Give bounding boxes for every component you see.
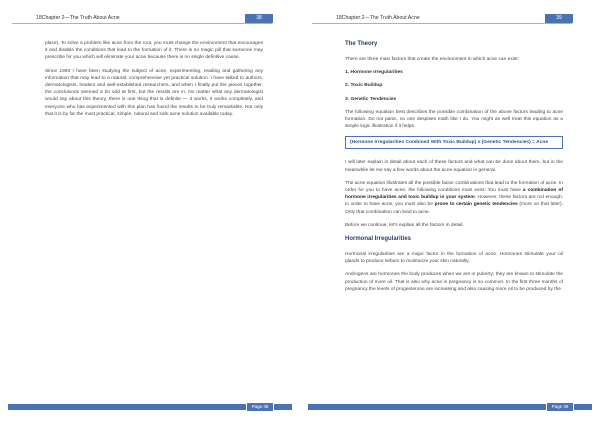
header-page-number: 38 xyxy=(245,14,273,23)
paragraph: Androgens are hormones the body produces when we are in puberty; they are known to stimulate the production of more oil. That is also why acne in pregnancy is so common. In the first three months of pregnancy the levels of progesterone are increasing and also causing more oil to be produced by the xyxy=(345,272,563,292)
text-run: The acne equation illustrates all the possible factor combinations that lead to the formation of acne. In order for you to have acne, the following conditions must exist: You must have xyxy=(345,180,563,194)
right-body-text xyxy=(345,40,563,299)
paragraph: The following equation best describes the possible combination of the above factors leading to acne formation. Do not panic, no one despises math like I do. You might as well treat this equation as a simple logic illustration if it helps. xyxy=(345,109,563,130)
paragraph: Before we continue, let's explain all the factors in detail. xyxy=(345,222,464,228)
list-item: 1. Hormone Irregularities xyxy=(345,70,403,76)
list-item: 3. Genetic Tendencies xyxy=(345,96,397,102)
chapter-title: 18Chapter 2—The Truth About Acne xyxy=(36,15,120,21)
factor-list xyxy=(345,69,563,103)
list-item: 2. Toxic Buildup xyxy=(345,83,383,89)
section-heading-theory: The Theory xyxy=(345,41,378,47)
text-run: . However, these factors are not enough. In order to have acne, you must also be xyxy=(345,195,563,208)
paragraph: I will later explain in detail about each of these factors and what can be done about them, but in the meanwhile let me say a few words about the acne equation in general. xyxy=(345,160,563,173)
emphasis: a combination of hormone irregularities and toxic buildup in your system xyxy=(345,188,563,201)
header-page-number: 39 xyxy=(545,14,573,23)
acne-equation-box: (Hormone Irregularities Combined With Toxic Buildup) x (Genetic Tendencies) = Acne xyxy=(345,136,563,149)
paragraph: Hormonal irregularities are a major factor in the formation of acne. Hormones stimulate your oil glands to produce sebum to moisturize your skin naturally. xyxy=(345,252,563,265)
paragraph xyxy=(345,180,563,216)
chapter-title: 18Chapter 2—The Truth About Acne xyxy=(336,15,420,21)
right-page xyxy=(300,0,600,424)
text-run: (more on that later). Only that combination can lead to acne. xyxy=(345,202,563,215)
left-body-text xyxy=(45,40,263,124)
page-footer xyxy=(0,402,300,412)
section-heading-hormonal: Hormonal Irregularities xyxy=(345,236,412,243)
page-footer xyxy=(300,402,600,412)
paragraph: Since 1993 I have been studying the subject of acne, experimenting, reading and gathering any information that may lead to a natural, comprehensive yet practical solution. I have talked to authors, dermatologists, healers and well-established researchers, and when I finally put the pieces together, the conclusions seemed a bit odd at first, but the results are in. No matter what any dermatologist would say about this theory, there is one thing that is definite — it works, it works completely, and everyone who has experimented with this plan has found the results to be truly remarkable. Not only that it is by far the most practical, simple, natural and safe acne solution available today. xyxy=(45,68,263,117)
page-header xyxy=(12,14,272,24)
paragraph: place). To solve a problem like acne from the root, you must change the environment that encourages it and disable the conditions that lead to the formation of it. There is no magic pill that someone may prescribe for you which will eliminate your acne because there is no single definitive cause. xyxy=(45,41,263,61)
footer-page-label: Page 39 xyxy=(546,402,574,412)
emphasis: prone to certain genetic tendencies xyxy=(434,202,518,208)
page-header xyxy=(312,14,572,24)
footer-page-label: Page 38 xyxy=(246,402,274,412)
paragraph: There are three main factors that create the environment in which acne can exist: xyxy=(345,57,519,62)
